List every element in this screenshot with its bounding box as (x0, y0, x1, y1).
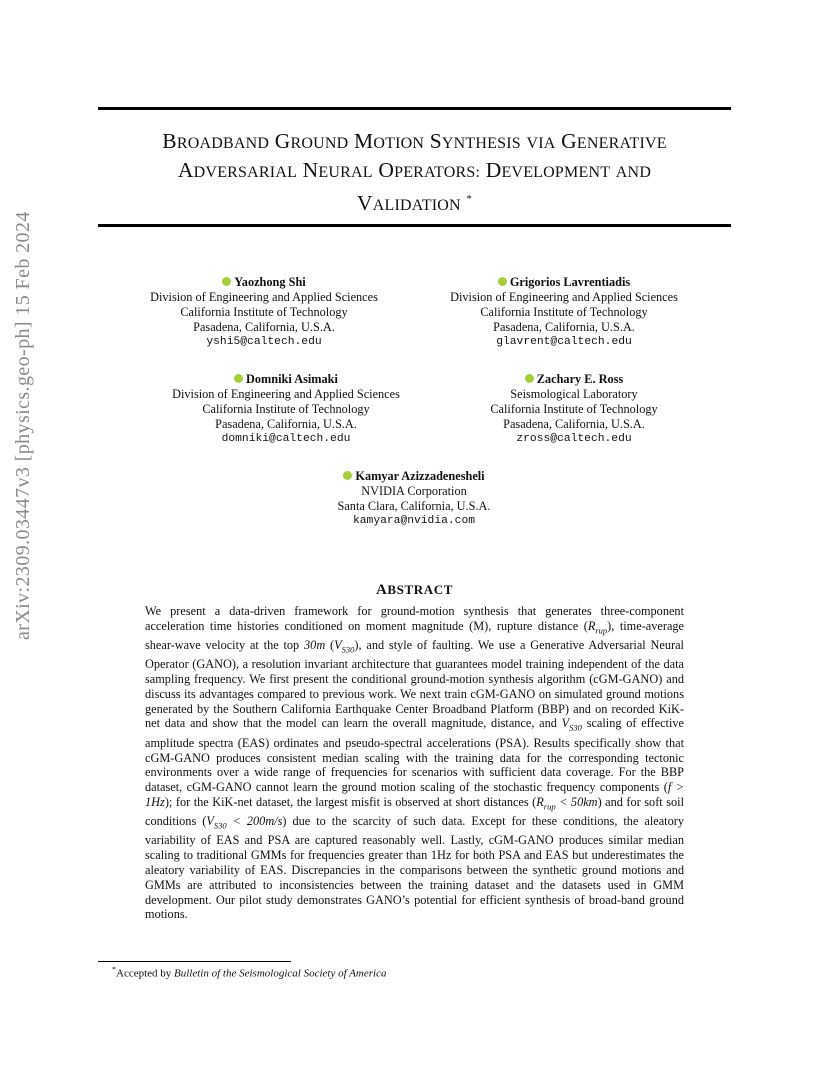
author-name: Kamyar Azizzadenesheli (355, 469, 485, 483)
orcid-icon[interactable] (234, 374, 243, 383)
abstract-body (145, 604, 684, 922)
author-affiliation: Santa Clara, California, U.S.A. (337, 499, 491, 513)
author-affiliation: Seismological Laboratory (510, 387, 638, 401)
author-name: Zachary E. Ross (536, 372, 624, 386)
abstract-text: ) and for soft soil conditions ( (145, 794, 684, 829)
title-line-2: ADVERSARIAL NEURAL OPERATORS: DEVELOPMENT AND (177, 158, 652, 182)
math-frequency-condition: f > 1Hz (145, 780, 684, 809)
author-block (414, 275, 714, 350)
abstract-text: ( (325, 638, 335, 653)
math-vs30: $V_{S30}$ (561, 716, 582, 733)
author-affiliation: NVIDIA Corporation (361, 484, 467, 498)
author-email[interactable]: yshi5@caltech.edu (206, 336, 322, 348)
author-email[interactable]: zross@caltech.edu (516, 433, 632, 445)
title-rule-top (98, 107, 731, 110)
footnote-marker: * (112, 965, 116, 974)
author-affiliation: California Institute of Technology (202, 402, 370, 416)
abstract-text: ), time-average shear-wave velocity at the top (145, 618, 685, 653)
footnote-journal: Bulletin of the Seismological Society of America (174, 967, 387, 980)
author-block (136, 372, 436, 447)
author-affiliation: Division of Engineering and Applied Sciences (172, 387, 400, 401)
author-block (264, 469, 564, 529)
orcid-icon[interactable] (498, 277, 507, 286)
abstract-text: ); for the KiK-net dataset, the largest misfit is observed at short distances ( (164, 794, 537, 809)
author-email[interactable]: domniki@caltech.edu (221, 433, 351, 445)
abstract-text: We present a data-driven framework for ground-motion synthesis that generates three-component acceleration time histories conditioned on moment magnitude (M), rupture distance ( (145, 604, 684, 633)
abstract-text: ) due to the scarcity of such data. Except for these conditions, the aleatory variability of EAS and PSA are captured reasonably well. Lastly, cGM-GANO produces similar median scaling to traditional GMMs for frequencies greater than 1Hz for both PSA and EAS but underestimates the aleatory variability of EAS. Discrepancies in the comparisons between the synthetic ground motions and GMMs are attributed to inconsistencies between the training dataset and the datasets used in GMM development. Our pilot study demonstrates GANO’s potential for efficient synthesis of broad-band ground motions. (145, 814, 684, 922)
author-affiliation: Pasadena, California, U.S.A. (503, 417, 645, 431)
math-vs30-condition: $V_{S30} < 200m/s$ (206, 814, 283, 831)
author-affiliation: California Institute of Technology (490, 402, 658, 416)
author-name: Domniki Asimaki (246, 372, 338, 386)
arxiv-side-stamp: arXiv:2309.03447v3 [physics.geo-ph] 15 Feb 2024 (12, 211, 34, 640)
title-rule-bottom (98, 224, 731, 227)
footnote-rule (98, 961, 291, 962)
author-email[interactable]: glavrent@caltech.edu (496, 336, 632, 348)
author-affiliation: California Institute of Technology (480, 305, 648, 319)
abstract-heading: ABSTRACT (375, 582, 454, 598)
author-block (424, 372, 724, 447)
author-affiliation: Pasadena, California, U.S.A. (193, 320, 335, 334)
author-affiliation: California Institute of Technology (180, 305, 348, 319)
math-distance-condition: $R_{rup} < 50km$ (536, 794, 598, 812)
orcid-icon[interactable] (222, 277, 231, 286)
author-name: Grigorios Lavrentiadis (509, 275, 631, 289)
author-affiliation: Division of Engineering and Applied Sciences (450, 290, 678, 304)
orcid-icon[interactable] (343, 471, 352, 480)
author-block (114, 275, 414, 350)
title-line-3: VALIDATION (356, 191, 461, 216)
footnote (112, 965, 386, 980)
abstract-text: ), and style of faulting. We use a Generative Adversarial Neural Operator (GANO), a resolution invariant architecture that guarantees model training independent of the data sampling frequency. We first present the conditional ground-motion synthesis algorithm (cGM-GANO) and discuss its advantages compared to previous work. We next train cGM-GANO on simulated ground motions generated by the Southern California Earthquake Center Broadband Platform (BBP) and on recorded KiK-net data and show that the model can learn the overall magnitude, distance, and (145, 638, 684, 731)
author-affiliation: Pasadena, California, U.S.A. (493, 320, 635, 334)
author-name: Yaozhong Shi (234, 275, 306, 289)
math-depth: 30m (304, 638, 326, 653)
author-affiliation: Pasadena, California, U.S.A. (215, 417, 357, 431)
author-email[interactable]: kamyara@nvidia.com (352, 515, 476, 527)
abstract-text: scaling of effective amplitude spectra (EAS) ordinates and pseudo-spectral accelerations (PSA). Results specifically show that cGM-GANO produces consistent median scaling with the training data for the corresponding tectonic environments over a wide range of frequencies for scenarios with sufficient data coverage. For the BBP dataset, cGM-GANO cannot learn the ground motion scaling of the stochastic frequency components ( (145, 716, 684, 795)
footnote-text: Accepted by (116, 967, 175, 980)
title-footnote-marker: * (466, 193, 473, 205)
author-affiliation: Division of Engineering and Applied Sciences (150, 290, 378, 304)
title-line-1: BROADBAND GROUND MOTION SYNTHESIS VIA GENERATIVE (162, 129, 667, 153)
math-rrup: $R_{rup}$ (587, 618, 608, 636)
paper-title (98, 128, 731, 219)
math-vs30: $V_{S30}$ (334, 638, 355, 655)
orcid-icon[interactable] (525, 374, 534, 383)
